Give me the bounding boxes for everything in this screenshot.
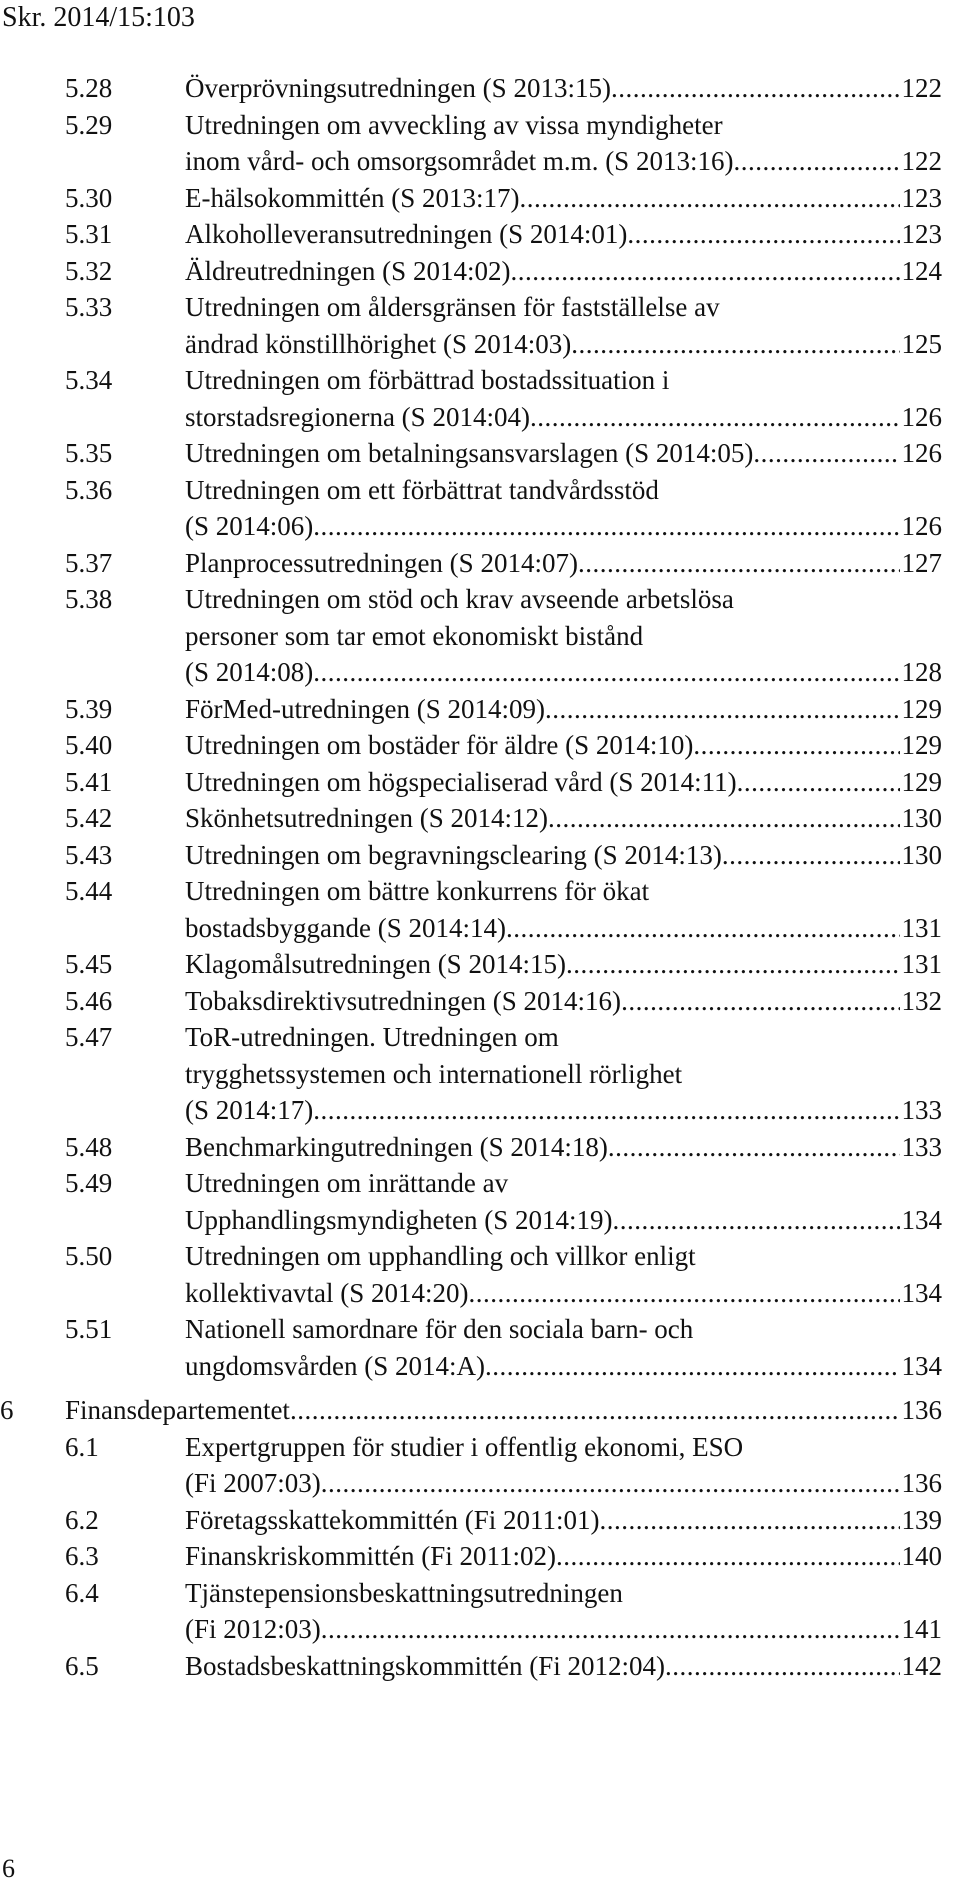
toc-entry-title-text: ungdomsvården (S 2014:A) xyxy=(185,1350,485,1381)
toc-entry-title-text: Finansdepartementet xyxy=(65,1395,290,1425)
toc-entry-page-number: 129 xyxy=(901,730,942,760)
dot-leader xyxy=(530,399,900,436)
toc-entry-title-line: Utredningen om åldersgränsen för fastställelse av xyxy=(185,292,720,322)
toc-entry-number: 5.28 xyxy=(65,73,113,103)
toc-entry-title xyxy=(185,180,960,217)
dot-leader xyxy=(468,1275,899,1312)
toc-entry[interactable] xyxy=(0,837,960,874)
dot-leader xyxy=(545,691,900,728)
toc-entry-title-line xyxy=(185,654,942,691)
toc-entry-title-text: Upphandlingsmyndigheten (S 2014:19) xyxy=(185,1204,613,1235)
toc-entry-number: 5.42 xyxy=(65,803,113,833)
toc-entry-title-line: Utredningen om ett förbättrat tandvårdsstöd xyxy=(185,474,659,505)
toc-entry-page-number: 140 xyxy=(901,1541,942,1571)
toc-entry-title-line xyxy=(185,399,942,436)
toc-entry-page-number: 122 xyxy=(901,73,942,103)
toc-entry-number: 5.43 xyxy=(65,839,113,870)
toc-entry-title-line xyxy=(65,1392,942,1429)
toc-entry[interactable] xyxy=(0,435,960,472)
toc-entry-title xyxy=(185,837,960,874)
toc-entry-page-number: 133 xyxy=(901,1095,942,1125)
toc-entry-number: 5.49 xyxy=(65,1168,113,1198)
toc-entry-title-line xyxy=(185,1648,942,1685)
dot-leader xyxy=(321,1465,900,1502)
dot-leader xyxy=(566,946,900,983)
toc-entry-title-line xyxy=(185,1465,942,1502)
toc-entry-page-number: 128 xyxy=(901,657,942,687)
toc-entry-number: 5.38 xyxy=(65,584,113,614)
toc-entry-title xyxy=(185,1238,960,1311)
toc-entry[interactable] xyxy=(0,216,960,253)
dot-leader xyxy=(571,326,899,363)
toc-entry-page-number: 136 xyxy=(901,1395,942,1425)
toc-entry-title xyxy=(185,1165,960,1238)
toc-entry-title-line: Tjänstepensionsbeskattningsutredningen xyxy=(185,1577,623,1608)
toc-entry-title xyxy=(185,581,960,691)
toc-entry-title xyxy=(65,1392,960,1429)
toc-entry-title-line xyxy=(185,1275,942,1312)
toc-entry-page-number: 126 xyxy=(901,401,942,432)
toc-entry-number: 5.48 xyxy=(65,1131,113,1162)
toc-entry-title xyxy=(185,1538,960,1575)
toc-entry-title xyxy=(185,1502,960,1539)
toc-entry-title xyxy=(185,1429,960,1502)
toc-entry-title-line: ToR-utredningen. Utredningen om xyxy=(185,1022,559,1052)
toc-entry-title xyxy=(185,362,960,435)
dot-leader xyxy=(290,1392,900,1429)
toc-entry-title-line xyxy=(185,253,942,290)
toc-entry-title-line xyxy=(185,1092,942,1129)
toc-entry-title-line: Utredningen om upphandling och villkor enligt xyxy=(185,1241,696,1271)
toc-entry-title-text: FörMed-utredningen (S 2014:09) xyxy=(185,693,545,724)
dot-leader xyxy=(510,253,899,290)
toc-entry-title-text: (S 2014:08) xyxy=(185,657,314,687)
toc-entry-title-text: Företagsskattekommittén (Fi 2011:01) xyxy=(185,1504,600,1535)
toc-entry[interactable] xyxy=(0,1538,960,1575)
table-of-contents xyxy=(0,70,960,1684)
toc-entry-title xyxy=(185,691,960,728)
toc-entry-page-number: 133 xyxy=(901,1131,942,1162)
toc-entry-title xyxy=(185,253,960,290)
toc-entry-title xyxy=(185,873,960,946)
dot-leader xyxy=(578,545,900,582)
toc-entry-title-text: Finanskriskommittén (Fi 2011:02) xyxy=(185,1541,556,1571)
toc-entry-title-text: ändrad könstillhörighet (S 2014:03) xyxy=(185,328,572,359)
toc-entry-number: 5.46 xyxy=(65,985,113,1016)
toc-entry-title-line xyxy=(185,216,942,253)
toc-entry-title-line xyxy=(185,727,942,764)
toc-entry-number: 6.1 xyxy=(65,1431,99,1462)
toc-entry[interactable] xyxy=(0,1238,960,1311)
toc-entry-title-text: (Fi 2012:03) xyxy=(185,1614,321,1644)
toc-entry[interactable] xyxy=(0,800,960,837)
toc-entry-title-line xyxy=(185,800,942,837)
toc-entry-title-line xyxy=(185,70,942,107)
toc-entry-number: 5.37 xyxy=(65,547,113,578)
toc-entry-title-text: Klagomålsutredningen (S 2014:15) xyxy=(185,949,566,979)
toc-entry-title-text: Utredningen om betalningsansvarslagen (S 2014:05) xyxy=(185,438,754,468)
toc-entry-title-line xyxy=(185,946,942,983)
toc-entry-title-line xyxy=(185,983,942,1020)
toc-entry-number: 5.30 xyxy=(65,182,113,213)
toc-entry-page-number: 136 xyxy=(901,1468,942,1498)
toc-entry-title-text: bostadsbyggande (S 2014:14) xyxy=(185,912,506,943)
toc-entry-title-line: Utredningen om inrättande av xyxy=(185,1168,509,1198)
dot-leader xyxy=(608,1129,900,1166)
toc-entry-title-text: Utredningen om högspecialiserad vård (S 2014:11) xyxy=(185,766,737,797)
toc-entry-title-text: Planprocessutredningen (S 2014:07) xyxy=(185,547,578,578)
toc-entry-number: 6.5 xyxy=(65,1650,99,1681)
dot-leader xyxy=(548,800,900,837)
toc-entry[interactable] xyxy=(0,545,960,582)
toc-entry-title-line xyxy=(185,910,942,947)
toc-entry-title xyxy=(185,435,960,472)
toc-entry-number: 5.36 xyxy=(65,474,113,505)
dot-leader xyxy=(313,1092,899,1129)
toc-entry[interactable] xyxy=(0,1502,960,1539)
toc-entry-number: 5.45 xyxy=(65,949,113,979)
toc-entry-title-line xyxy=(185,1202,942,1239)
toc-entry-title-line: Nationell samordnare för den sociala barn- och xyxy=(185,1314,694,1344)
dot-leader xyxy=(722,837,900,874)
toc-entry-title-text: Benchmarkingutredningen (S 2014:18) xyxy=(185,1131,608,1162)
toc-entry-title-text: Tobaksdirektivsutredningen (S 2014:16) xyxy=(185,985,622,1016)
dot-leader xyxy=(485,1348,900,1385)
toc-entry-title xyxy=(185,1019,960,1129)
toc-entry[interactable] xyxy=(0,1019,960,1129)
toc-entry-title xyxy=(185,983,960,1020)
toc-entry-title xyxy=(185,289,960,362)
toc-entry-title xyxy=(185,70,960,107)
toc-entry[interactable] xyxy=(0,253,960,290)
toc-entry-page-number: 132 xyxy=(901,985,942,1016)
toc-entry-title-line: personer som tar emot ekonomiskt bistånd xyxy=(185,620,644,651)
toc-entry-number: 5.35 xyxy=(65,438,113,468)
dot-leader xyxy=(599,1502,899,1539)
toc-entry-page-number: 141 xyxy=(901,1614,942,1644)
dot-leader xyxy=(506,910,900,947)
toc-entry[interactable] xyxy=(0,1429,960,1502)
toc-entry[interactable] xyxy=(0,289,960,362)
toc-entry-number: 6 xyxy=(0,1395,14,1425)
toc-entry-page-number: 123 xyxy=(901,182,942,213)
toc-entry-title-text: (Fi 2007:03) xyxy=(185,1468,321,1498)
page-header: Skr. 2014/15:103 xyxy=(2,2,195,33)
toc-entry-number: 6.2 xyxy=(65,1504,99,1535)
dot-leader xyxy=(621,983,899,1020)
toc-entry-title-line xyxy=(185,1348,942,1385)
toc-entry-page-number: 122 xyxy=(901,146,942,176)
toc-chapter-entry[interactable] xyxy=(0,1392,960,1429)
toc-entry-number: 5.51 xyxy=(65,1314,113,1344)
toc-entry-title-line xyxy=(185,326,942,363)
toc-entry-title-line xyxy=(185,508,942,545)
toc-entry-number: 6.3 xyxy=(65,1541,99,1571)
page-number: 6 xyxy=(2,1854,15,1883)
toc-entry-number: 5.32 xyxy=(65,255,113,286)
toc-entry-title-text: Utredningen om begravningsclearing (S 2014:13) xyxy=(185,839,722,870)
toc-entry-page-number: 139 xyxy=(901,1504,942,1535)
toc-entry-page-number: 126 xyxy=(901,438,942,468)
toc-entry[interactable] xyxy=(0,691,960,728)
toc-entry-number: 5.34 xyxy=(65,365,113,395)
toc-entry[interactable] xyxy=(0,362,960,435)
toc-entry-title-text: (S 2014:17) xyxy=(185,1095,314,1125)
toc-entry-title-text: Bostadsbeskattningskommittén (Fi 2012:04) xyxy=(185,1650,665,1681)
dot-leader xyxy=(313,508,899,545)
toc-entry-page-number: 142 xyxy=(901,1650,942,1681)
toc-entry-title-line: Utredningen om förbättrad bostadssituation i xyxy=(185,365,670,395)
toc-entry-number: 5.31 xyxy=(65,219,113,249)
dot-leader xyxy=(612,1202,899,1239)
toc-entry-title xyxy=(185,800,960,837)
toc-entry-page-number: 134 xyxy=(901,1350,942,1381)
toc-entry-title-line: trygghetssystemen och internationell rörlighet xyxy=(185,1058,683,1089)
toc-entry-title-line: Expertgruppen för studier i offentlig ekonomi, ESO xyxy=(185,1431,744,1462)
toc-entry-number: 5.39 xyxy=(65,693,113,724)
dot-leader xyxy=(313,654,899,691)
dot-leader xyxy=(556,1538,900,1575)
toc-entry-title xyxy=(185,1129,960,1166)
toc-entry-page-number: 129 xyxy=(901,693,942,724)
toc-entry-page-number: 127 xyxy=(901,547,942,578)
toc-entry[interactable] xyxy=(0,472,960,545)
toc-entry-title-text: Överprövningsutredningen (S 2013:15) xyxy=(185,73,611,103)
toc-entry-title-line xyxy=(185,1611,942,1648)
toc-entry-title-line: Utredningen om bättre konkurrens för ökat xyxy=(185,876,650,906)
toc-entry-title-line xyxy=(185,691,942,728)
toc-entry-number: 5.33 xyxy=(65,292,113,322)
toc-entry-title-text: storstadsregionerna (S 2014:04) xyxy=(185,401,530,432)
toc-entry[interactable] xyxy=(0,1648,960,1685)
toc-entry-number: 6.4 xyxy=(65,1577,99,1608)
toc-entry-page-number: 129 xyxy=(901,766,942,797)
toc-entry-title-text: inom vård- och omsorgsområdet m.m. (S 2013:16) xyxy=(185,146,734,176)
toc-entry-title xyxy=(185,472,960,545)
toc-entry-title xyxy=(185,946,960,983)
toc-entry[interactable] xyxy=(0,107,960,180)
toc-entry-title-text: Äldreutredningen (S 2014:02) xyxy=(185,255,511,286)
toc-entry-page-number: 134 xyxy=(901,1277,942,1308)
toc-entry-page-number: 124 xyxy=(901,255,942,286)
toc-entry[interactable] xyxy=(0,1165,960,1238)
toc-entry-title-line xyxy=(185,1538,942,1575)
toc-entry-title-line: Utredningen om stöd och krav avseende arbetslösa xyxy=(185,584,734,614)
toc-entry-page-number: 131 xyxy=(901,949,942,979)
toc-entry-title xyxy=(185,216,960,253)
toc-entry-title xyxy=(185,107,960,180)
dot-leader xyxy=(321,1611,900,1648)
toc-entry-number: 5.47 xyxy=(65,1022,113,1052)
dot-leader xyxy=(627,216,899,253)
toc-entry-number: 5.41 xyxy=(65,766,113,797)
toc-entry-page-number: 125 xyxy=(901,328,942,359)
toc-entry-page-number: 130 xyxy=(901,839,942,870)
dot-leader xyxy=(693,727,899,764)
toc-entry-page-number: 126 xyxy=(901,511,942,541)
toc-entry-title-text: kollektivavtal (S 2014:20) xyxy=(185,1277,469,1308)
toc-entry-title-line xyxy=(185,180,942,217)
toc-entry[interactable] xyxy=(0,727,960,764)
toc-entry[interactable] xyxy=(0,70,960,107)
toc-entry[interactable] xyxy=(0,581,960,691)
toc-entry-title xyxy=(185,1575,960,1648)
toc-entry[interactable] xyxy=(0,1129,960,1166)
toc-entry-page-number: 131 xyxy=(901,912,942,943)
toc-entry-title-line xyxy=(185,545,942,582)
toc-entry-title xyxy=(185,545,960,582)
toc-entry-title-line xyxy=(185,435,942,472)
toc-entry-number: 5.40 xyxy=(65,730,113,760)
toc-entry-title xyxy=(185,727,960,764)
toc-entry[interactable] xyxy=(0,1311,960,1384)
toc-entry-number: 5.50 xyxy=(65,1241,113,1271)
toc-entry-number: 5.29 xyxy=(65,109,113,140)
toc-entry[interactable] xyxy=(0,983,960,1020)
dot-leader xyxy=(753,435,899,472)
toc-entry-title-text: Utredningen om bostäder för äldre (S 2014:10) xyxy=(185,730,694,760)
toc-entry-number: 5.44 xyxy=(65,876,113,906)
dot-leader xyxy=(611,70,900,107)
toc-entry-title-text: E-hälsokommittén (S 2013:17) xyxy=(185,182,520,213)
dot-leader xyxy=(665,1648,900,1685)
toc-entry-title-line xyxy=(185,143,942,180)
toc-entry-title-line xyxy=(185,764,942,801)
toc-entry-title-line: Utredningen om avveckling av vissa myndigheter xyxy=(185,109,723,140)
toc-entry-page-number: 130 xyxy=(901,803,942,833)
toc-entry[interactable] xyxy=(0,873,960,946)
dot-leader xyxy=(519,180,899,217)
dot-leader xyxy=(737,764,900,801)
toc-entry-title-line xyxy=(185,1502,942,1539)
section-gap xyxy=(0,1384,960,1392)
toc-entry-title-line xyxy=(185,837,942,874)
toc-entry-title xyxy=(185,1648,960,1685)
dot-leader xyxy=(733,143,899,180)
toc-entry-title xyxy=(185,1311,960,1384)
toc-entry[interactable] xyxy=(0,946,960,983)
toc-entry[interactable] xyxy=(0,180,960,217)
toc-entry-title-text: Alkoholleveransutredningen (S 2014:01) xyxy=(185,219,628,249)
toc-entry[interactable] xyxy=(0,1575,960,1648)
toc-entry-title-text: Skönhetsutredningen (S 2014:12) xyxy=(185,803,548,833)
toc-entry-title xyxy=(185,764,960,801)
toc-entry-page-number: 123 xyxy=(901,219,942,249)
toc-entry-page-number: 134 xyxy=(901,1204,942,1235)
toc-entry-title-line xyxy=(185,1129,942,1166)
toc-entry-title-text: (S 2014:06) xyxy=(185,511,314,541)
toc-entry[interactable] xyxy=(0,764,960,801)
